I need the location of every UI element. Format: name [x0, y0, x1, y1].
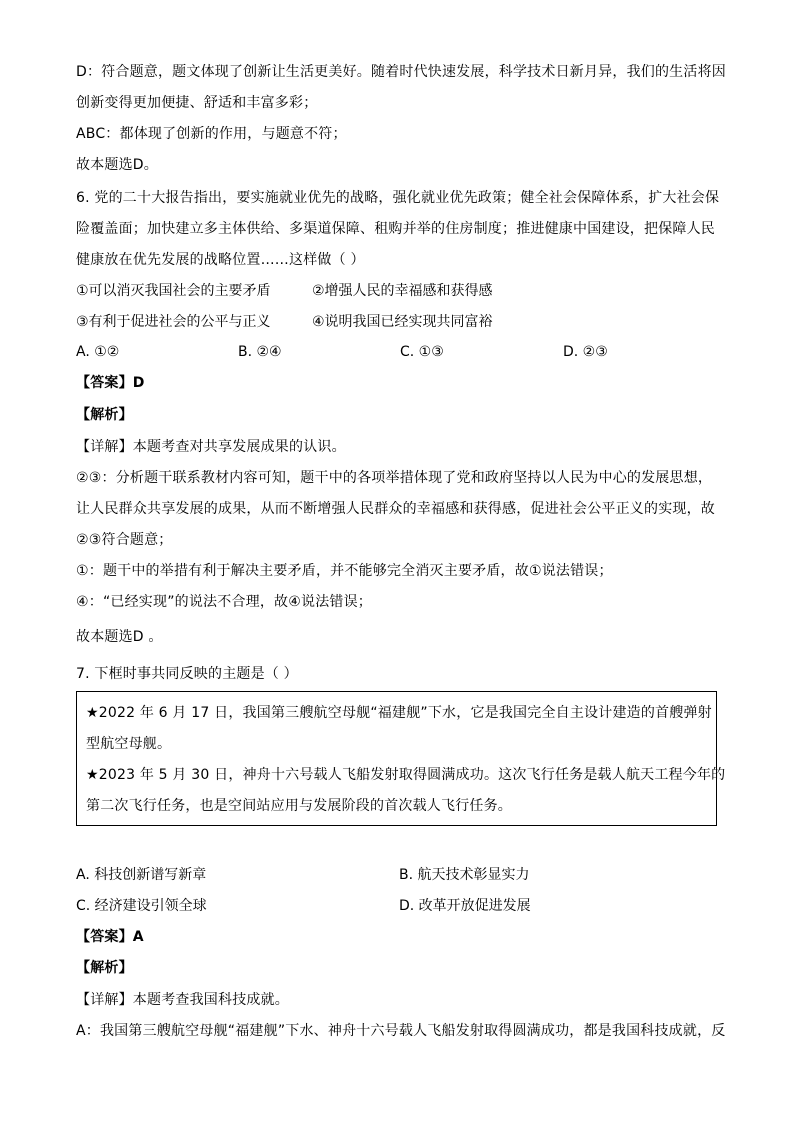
q7-news-line-1: ★2022 年 6 月 17 日，我国第三艘航空母舰“福建舰”下水，它是我国完全自主设计建造的首艘弹射: [86, 705, 712, 721]
prev-conclusion: 故本题选D。: [76, 157, 158, 173]
q6-stem-line-1: 6. 党的二十大报告指出，要实施就业优先的战略，强化就业优先政策；健全社会保障体系，扩大社会保: [76, 190, 720, 206]
q6-statement-2: ②增强人民的幸福感和获得感: [312, 283, 493, 299]
q7-option-a: A. 科技创新谱写新章: [76, 867, 207, 883]
q6-stem-line-2: 险覆盖面；加快建立多主体供给、多渠道保障、租购并举的住房制度；推进健康中国建设，把保障人民: [76, 221, 715, 237]
q7-stem: 7. 下框时事共同反映的主题是（ ）: [76, 666, 298, 682]
prev-explanation-line-3: ABC：都体现了创新的作用，与题意不符；: [76, 126, 347, 142]
q6-option-c: C. ①③: [400, 344, 444, 360]
q6-analysis-heading: 【解析】: [76, 407, 133, 423]
q7-news-line-3: ★2023 年 5 月 30 日，神舟十六号载人飞船发射取得圆满成功。这次飞行任务是载人航天工程今年的: [86, 767, 726, 783]
q7-analysis-heading: 【解析】: [76, 960, 133, 976]
q6-statement-4: ④说明我国已经实现共同富裕: [312, 314, 493, 330]
q7-detail: 【详解】本题考查我国科技成就。: [76, 992, 289, 1008]
prev-explanation-line-2: 创新变得更加便捷、舒适和丰富多彩；: [76, 95, 318, 111]
q6-statement-3: ③有利于促进社会的公平与正义: [76, 314, 271, 330]
q6-option-a: A. ①②: [76, 344, 120, 360]
q7-option-c: C. 经济建设引领全球: [76, 898, 207, 914]
q6-option-b: B. ②④: [238, 344, 282, 360]
q6-stem-line-3: 健康放在优先发展的战略位置……这样做（ ）: [76, 252, 365, 268]
q7-explanation-line-1: A：我国第三艘航空母舰“福建舰”下水、神舟十六号载人飞船发射取得圆满成功，都是我国科技成就，反: [76, 1023, 726, 1039]
q6-explanation-line-2: 让人民群众共享发展的成果，从而不断增强人民群众的幸福感和获得感，促进社会公平正义的实现，故: [76, 501, 715, 517]
q6-explanation-line-3: ②③符合题意；: [76, 532, 173, 548]
q6-option-d: D. ②③: [563, 344, 608, 360]
q6-explanation-line-5: ④：“已经实现”的说法不合理，故④说法错误；: [76, 594, 373, 610]
q6-answer: 【答案】D: [76, 375, 145, 391]
q7-option-b: B. 航天技术彰显实力: [399, 867, 530, 883]
q7-answer: 【答案】A: [76, 929, 144, 945]
q6-conclusion: 故本题选D 。: [76, 629, 163, 645]
q7-news-line-2: 型航空母舰。: [86, 736, 172, 752]
prev-explanation-line-1: D：符合题意，题文体现了创新让生活更美好。随着时代快速发展，科学技术日新月异，我们的生活将因: [76, 64, 726, 80]
q6-explanation-line-4: ①：题干中的举措有利于解决主要矛盾，并不能够完全消灭主要矛盾，故①说法错误；: [76, 563, 613, 579]
q7-option-d: D. 改革开放促进发展: [399, 898, 531, 914]
q7-news-line-4: 第二次飞行任务，也是空间站应用与发展阶段的首次载人飞行任务。: [86, 798, 512, 814]
q6-explanation-line-1: ②③：分析题干联系教材内容可知，题干中的各项举措体现了党和政府坚持以人民为中心的发展思想，: [76, 470, 713, 486]
q6-statement-1: ①可以消灭我国社会的主要矛盾: [76, 283, 271, 299]
q6-detail: 【详解】本题考查对共享发展成果的认识。: [76, 439, 346, 455]
